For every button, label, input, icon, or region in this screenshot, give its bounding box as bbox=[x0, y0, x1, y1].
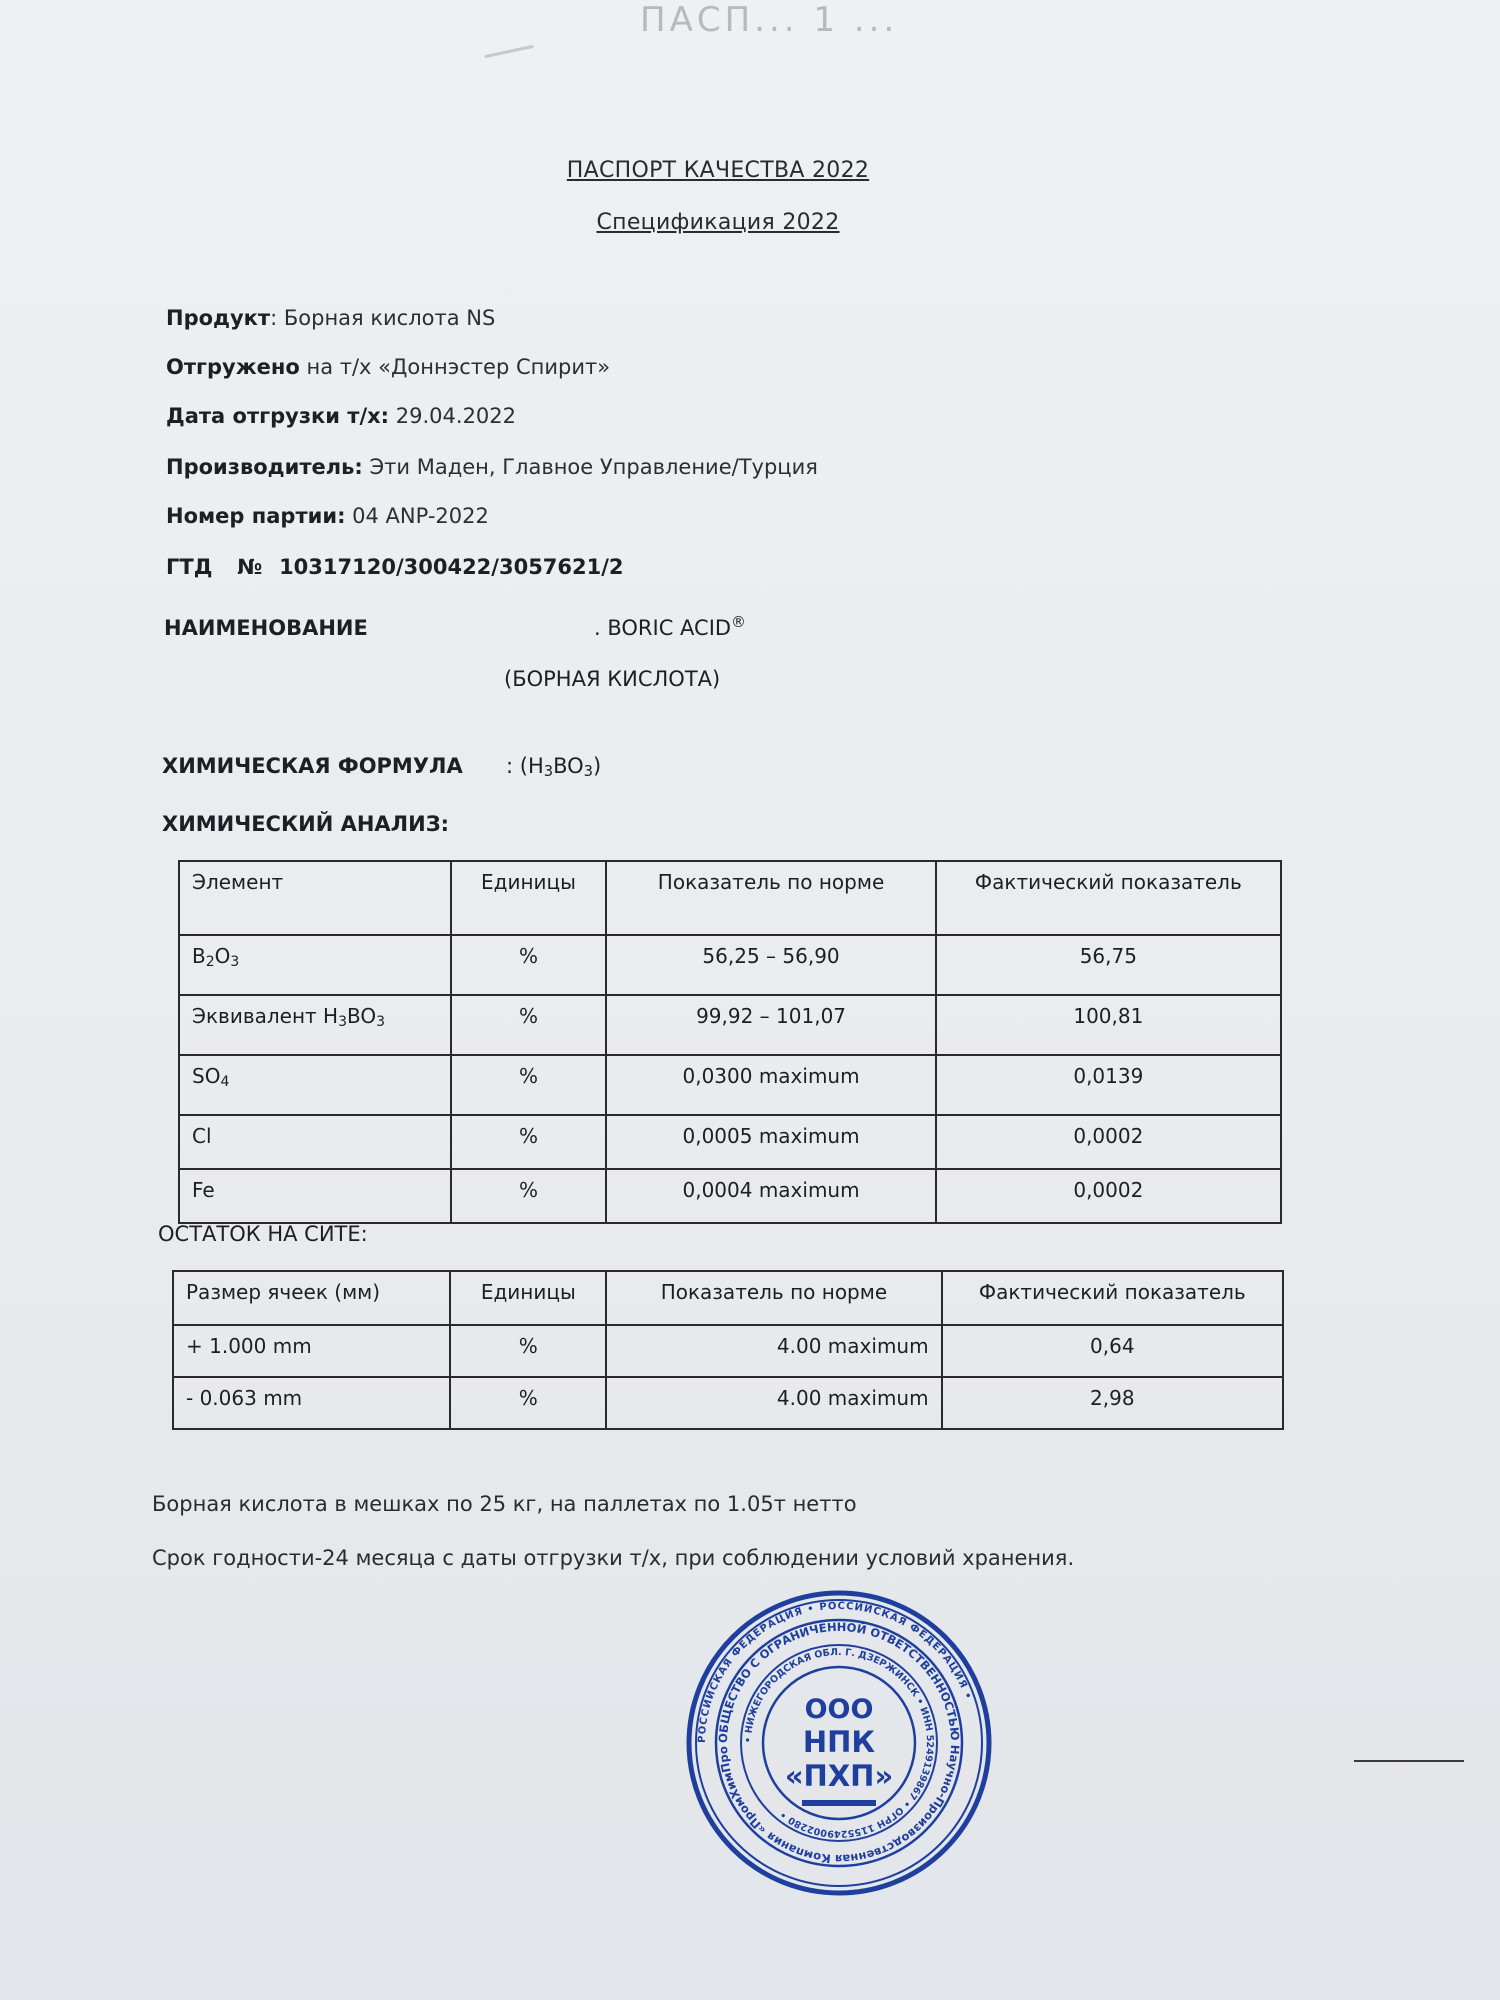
norm-cell: 0,0005 maximum bbox=[606, 1115, 935, 1169]
field-manufacturer-label: Производитель: bbox=[166, 455, 363, 479]
field-date-value: 29.04.2022 bbox=[389, 404, 517, 428]
norm-cell: 99,92 – 101,07 bbox=[606, 995, 935, 1055]
field-shipped-label: Отгружено bbox=[166, 355, 300, 379]
norm-cell: 0,0300 maximum bbox=[606, 1055, 935, 1115]
formula-suffix: ) bbox=[593, 754, 602, 778]
sieve-heading: ОСТАТОК НА СИТЕ: bbox=[158, 1222, 368, 1246]
formula-value bbox=[506, 754, 601, 780]
table-row bbox=[179, 1055, 1281, 1115]
note-packing: Борная кислота в мешках по 25 кг, на паллетах по 1.05т нетто bbox=[152, 1492, 857, 1516]
field-product bbox=[166, 306, 495, 330]
analysis-table bbox=[178, 860, 1282, 1224]
unit-cell: % bbox=[451, 995, 607, 1055]
field-gtd-label: ГТД bbox=[166, 555, 213, 579]
norm-cell: 56,25 – 56,90 bbox=[606, 935, 935, 995]
seal-outer-text: РОССИЙСКАЯ ФЕДЕРАЦИЯ • РОССИЙСКАЯ ФЕДЕРАЦИЯ • bbox=[696, 1600, 974, 1744]
sieve-header-norm: Показатель по норме bbox=[606, 1271, 941, 1325]
table-row bbox=[179, 935, 1281, 995]
size-cell: - 0.063 mm bbox=[173, 1377, 450, 1429]
field-batch-value: 04 ANP-2022 bbox=[345, 504, 489, 528]
field-product-value: : Борная кислота NS bbox=[270, 306, 496, 330]
formula-mid: BO bbox=[553, 754, 584, 778]
element-mid: O bbox=[214, 944, 231, 968]
field-batch-label: Номер партии: bbox=[166, 504, 346, 528]
page-subtitle: Спецификация 2022 bbox=[596, 210, 840, 235]
seal-ring-text: ОБЩЕСТВО С ОГРАНИЧЕННОЙ ОТВЕТСТВЕННОСТЬЮ Научно-Производственная Компания «ПромХимПро bbox=[715, 1619, 963, 1867]
table-row bbox=[173, 1377, 1283, 1429]
sieve-header-actual: Фактический показатель bbox=[942, 1271, 1283, 1325]
element-sub: 3 bbox=[376, 1014, 386, 1030]
field-manufacturer bbox=[166, 455, 818, 479]
element-sub: 4 bbox=[220, 1074, 230, 1090]
analysis-header-row bbox=[179, 861, 1281, 935]
actual-cell: 0,0139 bbox=[936, 1055, 1281, 1115]
element-cell: Cl bbox=[179, 1115, 451, 1169]
unit-cell: % bbox=[451, 1169, 607, 1223]
element-cell bbox=[179, 995, 451, 1055]
norm-cell: 4.00 maximum bbox=[606, 1325, 941, 1377]
norm-cell: 0,0004 maximum bbox=[606, 1169, 935, 1223]
actual-cell: 0,0002 bbox=[936, 1115, 1281, 1169]
unit-cell: % bbox=[451, 935, 607, 995]
signature-line bbox=[1354, 1760, 1464, 1762]
naming-value-ru: (БОРНАЯ КИСЛОТА) bbox=[504, 667, 721, 691]
naming-label: НАИМЕНОВАНИЕ bbox=[164, 616, 368, 640]
page-title: ПАСПОРТ КАЧЕСТВА 2022 bbox=[566, 158, 870, 183]
actual-cell: 0,64 bbox=[942, 1325, 1283, 1377]
actual-cell: 2,98 bbox=[942, 1377, 1283, 1429]
formula-label: ХИМИЧЕСКАЯ ФОРМУЛА bbox=[162, 754, 463, 778]
company-seal bbox=[684, 1588, 994, 1898]
field-gtd-number-sign: № bbox=[237, 555, 263, 579]
sieve-header-row bbox=[173, 1271, 1283, 1325]
actual-cell: 56,75 bbox=[936, 935, 1281, 995]
formula-sub1: 3 bbox=[543, 763, 554, 780]
seal-bar bbox=[802, 1800, 876, 1806]
table-row bbox=[179, 1169, 1281, 1223]
element-text: B bbox=[192, 944, 206, 968]
actual-cell: 100,81 bbox=[936, 995, 1281, 1055]
field-gtd bbox=[166, 555, 624, 579]
actual-cell: 0,0002 bbox=[936, 1169, 1281, 1223]
analysis-header-actual: Фактический показатель bbox=[936, 861, 1281, 935]
analysis-header-units: Единицы bbox=[451, 861, 607, 935]
formula-prefix: : (H bbox=[506, 754, 544, 778]
element-mid: BO bbox=[347, 1004, 377, 1028]
element-sub: 3 bbox=[338, 1014, 348, 1030]
element-cell bbox=[179, 1055, 451, 1115]
element-cell bbox=[179, 935, 451, 995]
norm-cell: 4.00 maximum bbox=[606, 1377, 941, 1429]
naming-value-text: . BORIC ACID bbox=[594, 616, 732, 640]
element-cell: Fe bbox=[179, 1169, 451, 1223]
seal-line-3: «ПХП» bbox=[784, 1759, 894, 1793]
top-edge-fragment: ПАСП... 1 ... bbox=[640, 0, 899, 40]
seal-line-2: НПК bbox=[802, 1725, 876, 1759]
unit-cell: % bbox=[450, 1325, 606, 1377]
sieve-table bbox=[172, 1270, 1284, 1430]
table-row bbox=[179, 1115, 1281, 1169]
element-text: SO bbox=[192, 1064, 221, 1088]
company-seal-graphic bbox=[684, 1588, 994, 1898]
analysis-header-element: Элемент bbox=[179, 861, 451, 935]
element-sub: 3 bbox=[230, 954, 240, 970]
page-scratch bbox=[484, 45, 534, 58]
seal-inner-text: • НИЖЕГОРОДСКАЯ ОБЛ. Г. ДЗЕРЖИНСК • ИНН 5249139867 • ОГРН 1155249002280 • bbox=[742, 1646, 936, 1840]
unit-cell: % bbox=[451, 1115, 607, 1169]
analysis-header-norm: Показатель по норме bbox=[606, 861, 935, 935]
table-row bbox=[179, 995, 1281, 1055]
analysis-heading: ХИМИЧЕСКИЙ АНАЛИЗ: bbox=[162, 812, 450, 836]
field-product-label: Продукт bbox=[166, 306, 271, 330]
field-date bbox=[166, 404, 516, 428]
field-batch bbox=[166, 504, 489, 528]
sieve-header-size: Размер ячеек (мм) bbox=[173, 1271, 450, 1325]
note-shelf-life: Срок годности-24 месяца с даты отгрузки т/х, при соблюдении условий хранения. bbox=[152, 1546, 1075, 1570]
element-text: Эквивалент H bbox=[192, 1004, 339, 1028]
unit-cell: % bbox=[450, 1377, 606, 1429]
formula-sub2: 3 bbox=[583, 763, 594, 780]
unit-cell: % bbox=[451, 1055, 607, 1115]
field-shipped bbox=[166, 355, 610, 379]
table-row bbox=[173, 1325, 1283, 1377]
sieve-header-units: Единицы bbox=[450, 1271, 606, 1325]
field-date-label: Дата отгрузки т/х: bbox=[166, 404, 390, 428]
seal-line-1: ООО bbox=[804, 1694, 874, 1725]
field-manufacturer-value: Эти Маден, Главное Управление/Турция bbox=[362, 455, 818, 479]
field-gtd-value: 10317120/300422/3057621/2 bbox=[279, 555, 624, 579]
naming-value bbox=[594, 614, 746, 640]
element-sub: 2 bbox=[205, 954, 215, 970]
field-shipped-value: на т/х «Доннэстер Спирит» bbox=[299, 355, 611, 379]
size-cell: + 1.000 mm bbox=[173, 1325, 450, 1377]
registered-mark: ® bbox=[731, 614, 746, 631]
